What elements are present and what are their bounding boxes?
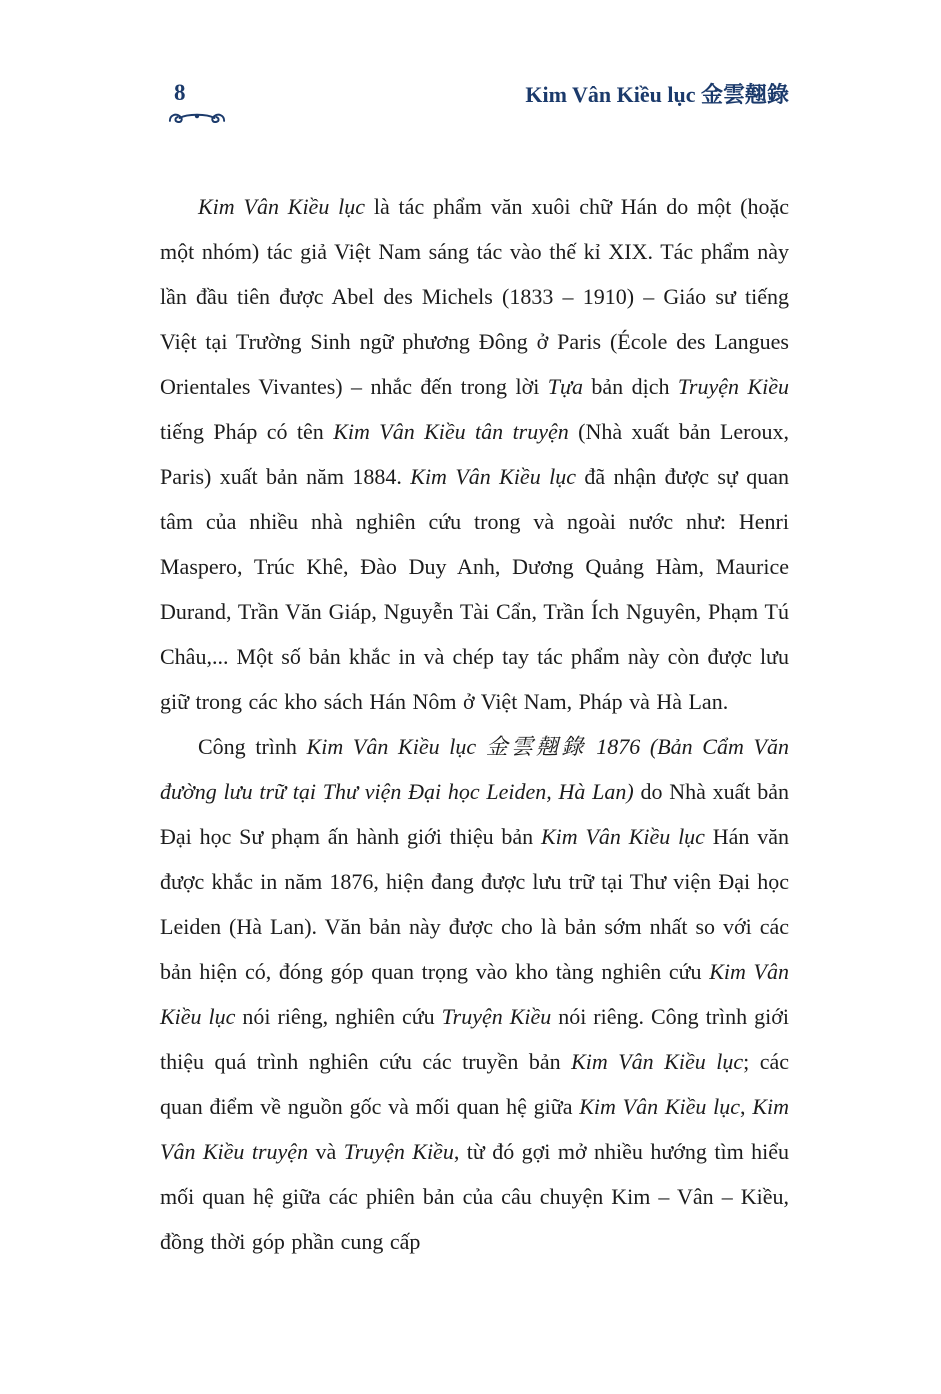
italic-text-run: Kim Vân Kiều tân truyện (333, 419, 569, 444)
running-title: Kim Vân Kiều lục 金雲翹錄 (525, 82, 789, 107)
italic-text-run: Kim Vân Kiều lục (198, 194, 366, 219)
text-run: bản dịch (583, 374, 678, 399)
text-run: (Nhà xuất bản Leroux, Paris) xuất bản năm 1884. (160, 419, 790, 489)
flourish-ornament-icon (166, 109, 228, 127)
italic-text-run: Tựa (547, 374, 583, 399)
italic-text-run: Kim Vân Kiều lục (571, 1049, 744, 1074)
paragraph (160, 184, 789, 724)
text-run: nói riêng. Công trình giới thiệu quá trình nghiên cứu các truyền bản (160, 1004, 789, 1074)
text-run: , từ đó gợi mở nhiều hướng tìm hiểu mối quan hệ giữa các phiên bản của câu chuyện Kim – Vân – Kiều, đồng thời góp phần cung cấp (160, 1139, 789, 1254)
italic-text-run: Kim Vân Kiều lục (410, 464, 576, 489)
text-run: ; các quan điểm về nguồn gốc và mối quan hệ giữa (160, 1049, 790, 1119)
text-run: và (308, 1139, 344, 1164)
italic-text-run: Kim Vân Kiều lục 金雲翹錄 1876 (Bản Cẩm Văn đường lưu trữ tại Thư viện Đại học Leiden, Hà Lan) (160, 734, 789, 804)
italic-text-run: Kim Vân Kiều truyện (160, 1094, 789, 1164)
paragraph (160, 724, 789, 1264)
page-header (160, 80, 789, 142)
italic-text-run: Kim Vân Kiều lục (579, 1094, 741, 1119)
page-body (160, 184, 789, 1264)
page-number-block (160, 80, 228, 127)
text-run: do Nhà xuất bản Đại học Sư phạm ấn hành giới thiệu bản (160, 779, 790, 849)
italic-text-run: Kim Vân Kiều lục (540, 824, 705, 849)
text-run: tiếng Pháp có tên (160, 419, 334, 444)
text-run: đã nhận được sự quan tâm của nhiều nhà nghiên cứu trong và ngoài nước như: Henri Maspero, Trúc Khê, Đào Duy Anh, Dương Quảng Hàm, Maurice Durand, Trần Văn Giáp, Nguyễn Tài Cẩn, Trần Ích Nguyên, Phạm Tú Châu,... Một số bản khắc in và chép tay tác phẩm này còn được lưu giữ trong các kho sách Hán Nôm ở Việt Nam, Pháp và Hà Lan. (160, 464, 789, 714)
italic-text-run: Truyện Kiều (677, 374, 789, 399)
text-run: là tác phẩm văn xuôi chữ Hán do một (hoặc một nhóm) tác giả Việt Nam sáng tác vào thế kỉ XIX. Tác phẩm này lần đầu tiên được Abel des Michels (1833 – 1910) – Giáo sư tiếng Việt tại Trường Sinh ngữ phương Đông ở Paris (École des Langues Orientales Vivantes) – nhắc đến trong lời (160, 194, 789, 399)
text-run: , (740, 1094, 753, 1119)
page-number: 8 (174, 80, 186, 105)
italic-text-run: Kim Vân Kiều lục (160, 959, 789, 1029)
italic-text-run: Truyện Kiều (343, 1139, 454, 1164)
text-run: Hán văn được khắc in năm 1876, hiện đang được lưu trữ tại Thư viện Đại học Leiden (Hà Lan). Văn bản này được cho là bản sớm nhất so với các bản hiện có, đóng góp quan trọng vào kho tàng nghiên cứu (160, 824, 789, 984)
text-run: nói riêng, nghiên cứu (235, 1004, 442, 1029)
text-run: Công trình (198, 734, 307, 759)
italic-text-run: Truyện Kiều (441, 1004, 552, 1029)
